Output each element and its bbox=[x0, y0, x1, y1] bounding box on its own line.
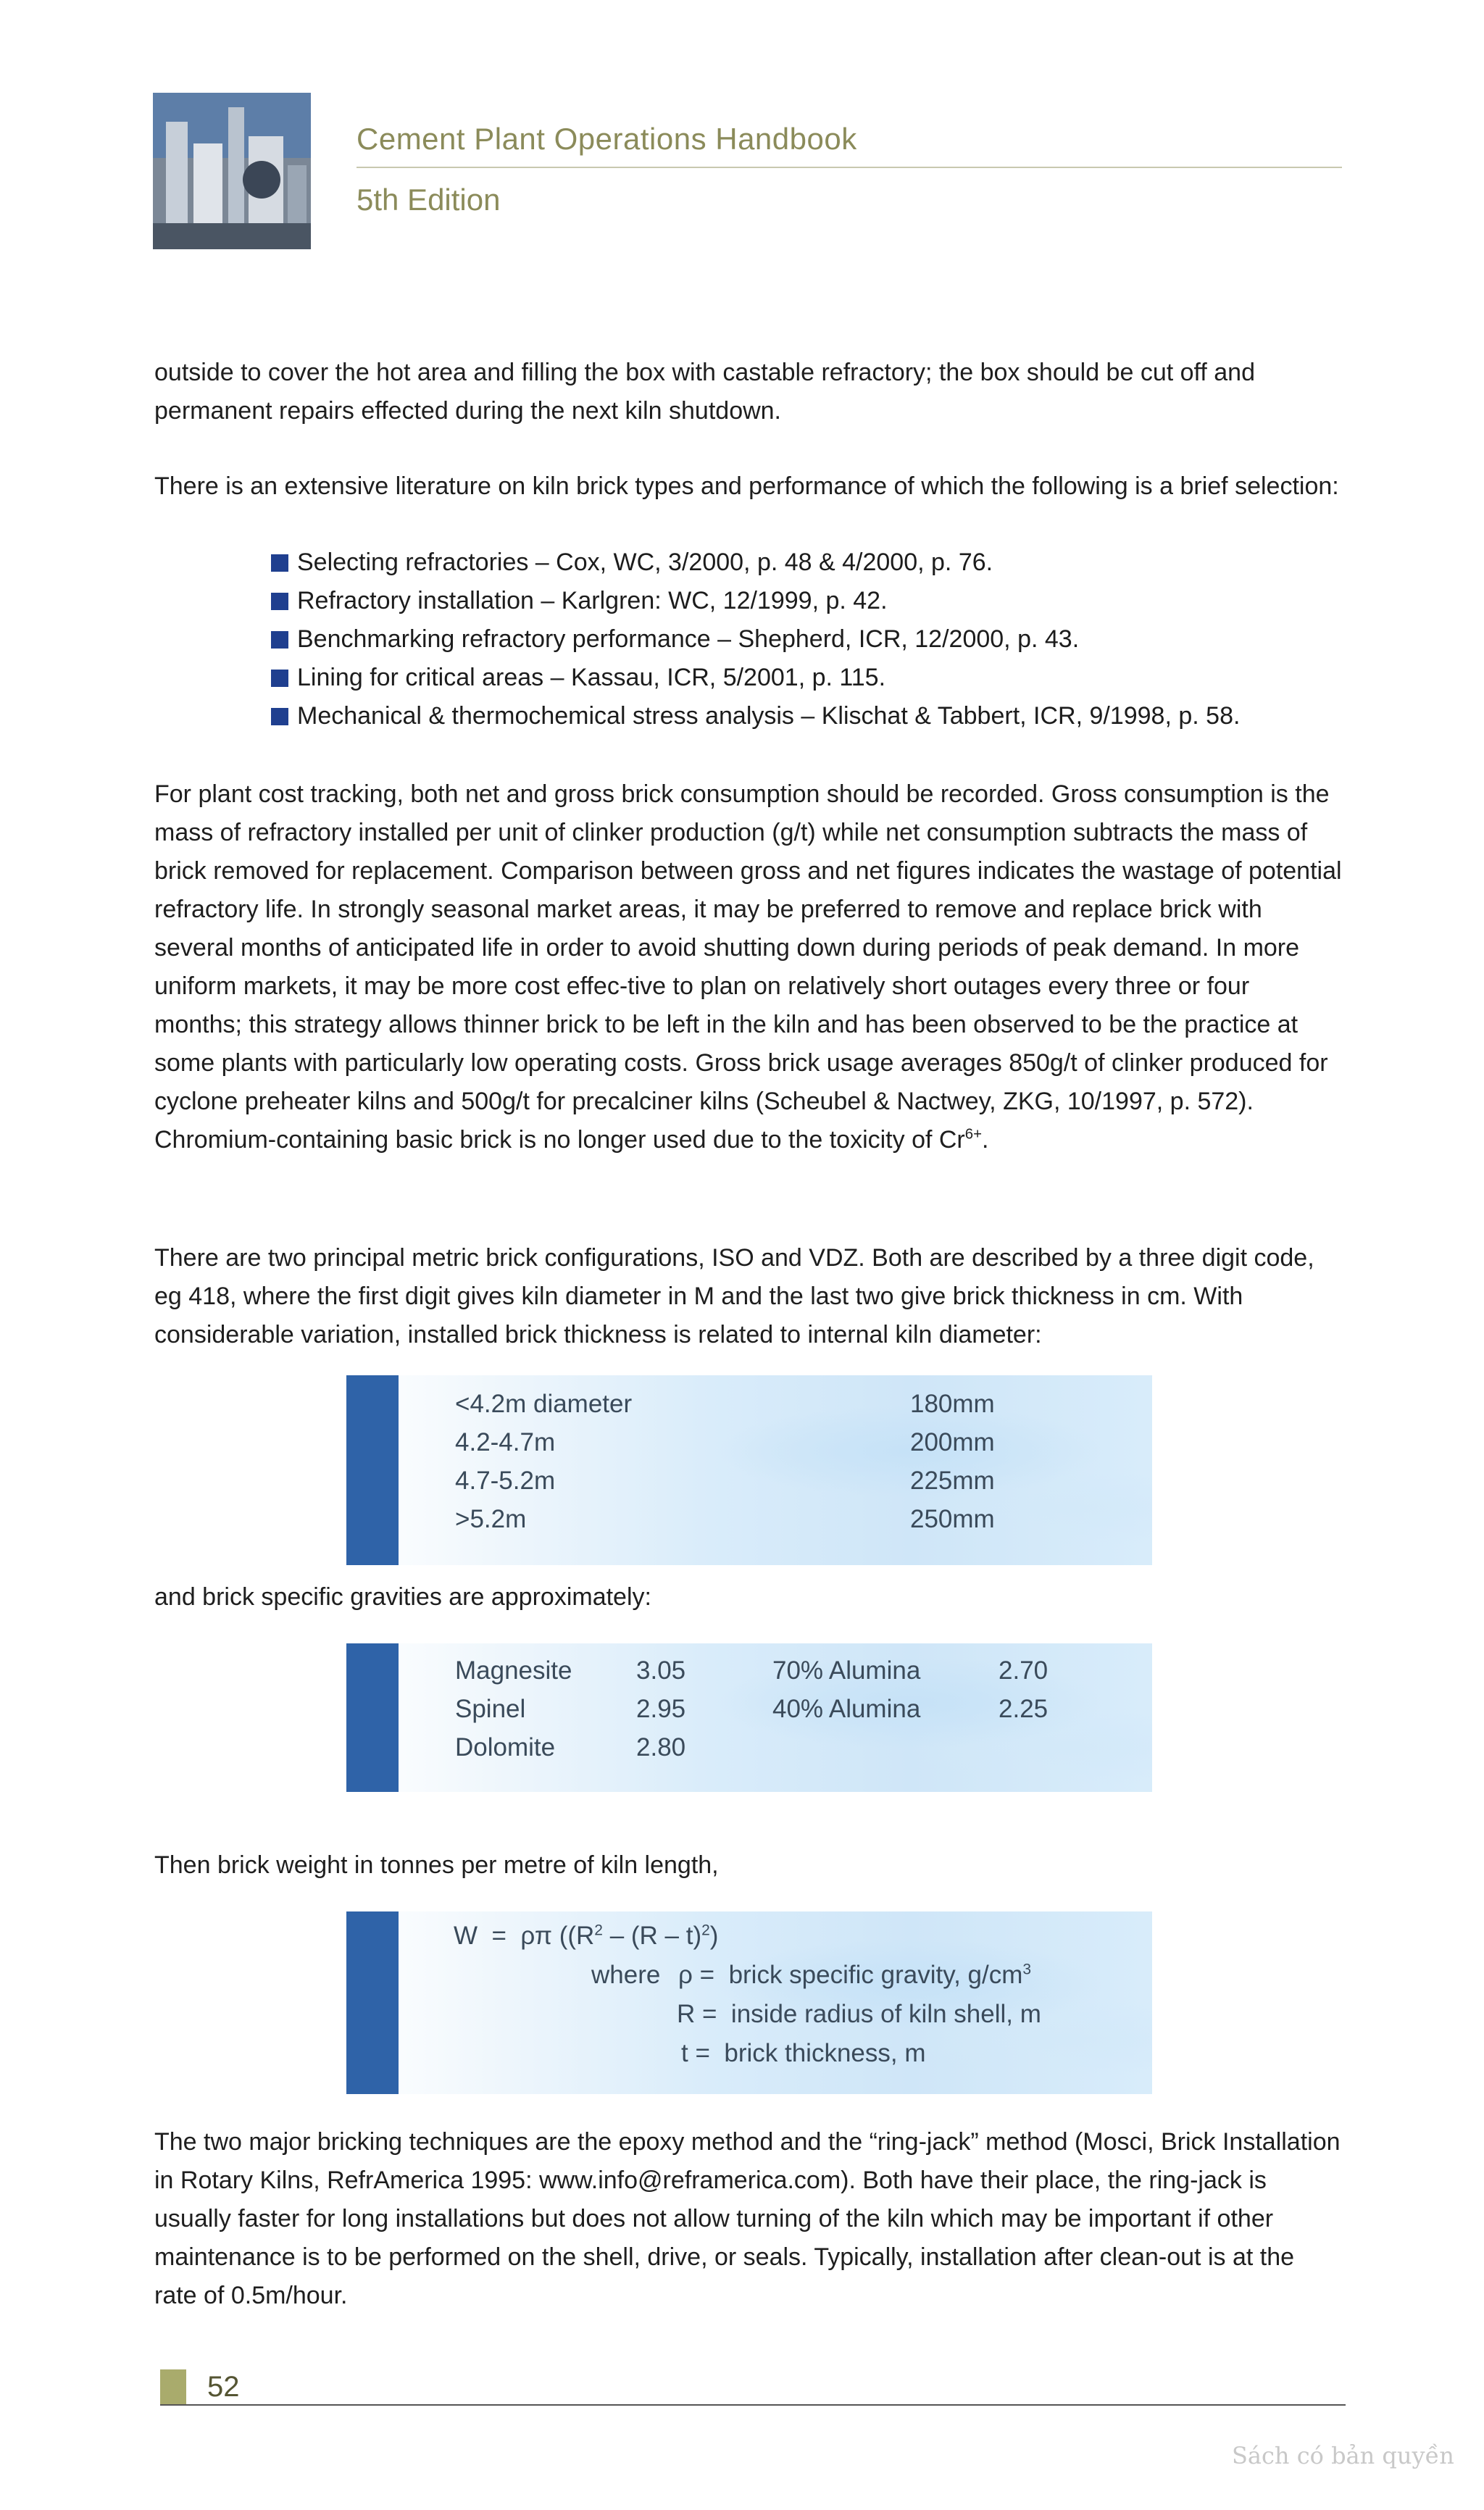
diameter-cell: 4.7-5.2m bbox=[455, 1467, 556, 1495]
paragraph-5: and brick specific gravities are approximately: bbox=[154, 1583, 651, 1611]
reference-list bbox=[271, 543, 1240, 735]
brick-name-cell: 70% Alumina bbox=[772, 1656, 921, 1685]
diameter-cell: 4.2-4.7m bbox=[455, 1428, 556, 1456]
thickness-cell: 250mm bbox=[910, 1505, 995, 1533]
paragraph-3: For plant cost tracking, both net and gross brick consumption should be recorded. Gross consumption is the mass of refractory installed per unit of clinker production (g/t) while net consumption subtracts the mass of brick removed for replacement. Comparison between gross and net figures indicates the wastage of potential refractory life. In strongly seasonal market areas, it may be preferred to remove and replace brick with several months of anticipated life in order to avoid shutting down during periods of peak demand. In more uniform markets, it may be more cost effec-tive to plan on relatively short outages every three or four months; this strategy allows thinner brick to be left in the kiln and has been observed to be the practice at some plants with particularly low operating costs. Gross brick usage averages 850g/t of clinker produced for cyclone preheater kilns and 500g/t for precalciner kilns (Scheubel & Nactwey, ZKG, 10/1997, p. 572). Chromium-containing basic brick is no longer used due to the toxicity of $Cr^{6+}$. bbox=[154, 780, 1342, 1154]
header-title: Cement Plant Operations Handbook bbox=[357, 122, 857, 156]
paragraph-6: Then brick weight in tonnes per metre of kiln length, bbox=[154, 1851, 719, 1879]
panel-accent-bar bbox=[346, 1375, 399, 1565]
footer-divider bbox=[160, 2404, 1346, 2406]
header-edition: 5th Edition bbox=[357, 183, 501, 217]
gravity-value-cell: 2.95 bbox=[636, 1695, 686, 1723]
square-bullet-icon bbox=[271, 670, 288, 687]
list-item: Selecting refractories – Cox, WC, 3/2000, p. 48 & 4/2000, p. 76. bbox=[271, 543, 1240, 582]
paragraph-2: There is an extensive literature on kiln brick types and performance of which the following is a brief selection: bbox=[154, 472, 1339, 500]
brick-name-cell: Magnesite bbox=[455, 1656, 572, 1685]
list-item: Mechanical & thermochemical stress analysis – Klischat & Tabbert, ICR, 9/1998, p. 58. bbox=[271, 697, 1240, 735]
panel-accent-bar bbox=[346, 1911, 399, 2094]
thickness-cell: 225mm bbox=[910, 1467, 995, 1495]
brick-name-cell: 40% Alumina bbox=[772, 1695, 921, 1723]
gravity-value-cell: 2.70 bbox=[999, 1656, 1049, 1685]
thickness-cell: 200mm bbox=[910, 1428, 995, 1456]
paragraph-1: outside to cover the hot area and filling the box with castable refractory; the box should be cut off and permanent repairs effected during the next kiln shutdown. bbox=[154, 359, 1255, 425]
paragraph-4: There are two principal metric brick configurations, ISO and VDZ. Both are described by a three digit code, eg 418, where the first digit gives kiln diameter in M and the last two give brick thickness in cm. With considerable variation, installed brick thickness is related to internal kiln diameter: bbox=[154, 1244, 1314, 1348]
brick-name-cell: Dolomite bbox=[455, 1733, 556, 1761]
formula-main: W = ρπ ($(R^2 - (R - t)^2)$ bbox=[454, 1922, 719, 1950]
page-number-marker bbox=[160, 2369, 186, 2406]
list-item: Refractory installation – Karlgren: WC, 12/1999, p. 42. bbox=[271, 582, 1240, 620]
gravity-table-panel bbox=[346, 1643, 1152, 1792]
diameter-cell: <4.2m diameter bbox=[455, 1390, 633, 1418]
page-number: 52 bbox=[207, 2371, 240, 2403]
diameter-cell: >5.2m bbox=[455, 1505, 527, 1533]
thickness-table-panel bbox=[346, 1375, 1152, 1565]
formula-panel bbox=[346, 1911, 1152, 2094]
formula-var: ρ = brick specific gravity, $g/cm^3$ bbox=[678, 1961, 1032, 1989]
square-bullet-icon bbox=[271, 554, 288, 572]
gravity-value-cell: 2.80 bbox=[636, 1733, 686, 1761]
square-bullet-icon bbox=[271, 631, 288, 649]
copyright-watermark: Sách có bản quyền bbox=[1232, 2442, 1454, 2469]
square-bullet-icon bbox=[271, 593, 288, 610]
formula-where: where bbox=[591, 1961, 661, 1989]
header-photo bbox=[153, 93, 311, 249]
list-item: Benchmarking refractory performance – Shepherd, ICR, 12/2000, p. 43. bbox=[271, 620, 1240, 659]
brick-name-cell: Spinel bbox=[455, 1695, 526, 1723]
header-divider bbox=[357, 167, 1342, 168]
thickness-cell: 180mm bbox=[910, 1390, 995, 1418]
list-item: Lining for critical areas – Kassau, ICR, 5/2001, p. 115. bbox=[271, 659, 1240, 697]
cement-plant-photo-icon bbox=[153, 93, 311, 249]
gravity-value-cell: 3.05 bbox=[636, 1656, 686, 1685]
formula-var: R = inside radius of kiln shell, m bbox=[677, 2000, 1041, 2028]
square-bullet-icon bbox=[271, 708, 288, 725]
formula-var: t = brick thickness, m bbox=[681, 2039, 926, 2067]
panel-accent-bar bbox=[346, 1643, 399, 1792]
paragraph-7: The two major bricking techniques are the epoxy method and the “ring-jack” method (Mosci, Brick Installation in Rotary Kilns, RefrAmerica 1995: www.info@reframerica.com). Both have their place, the ring-jack is usually faster for long installations but does not allow turning of the kiln which may be important if other maintenance is to be performed on the shell, drive, or seals. Typically, installation after clean-out is at the rate of 0.5m/hour. bbox=[154, 2128, 1341, 2309]
gravity-value-cell: 2.25 bbox=[999, 1695, 1049, 1723]
